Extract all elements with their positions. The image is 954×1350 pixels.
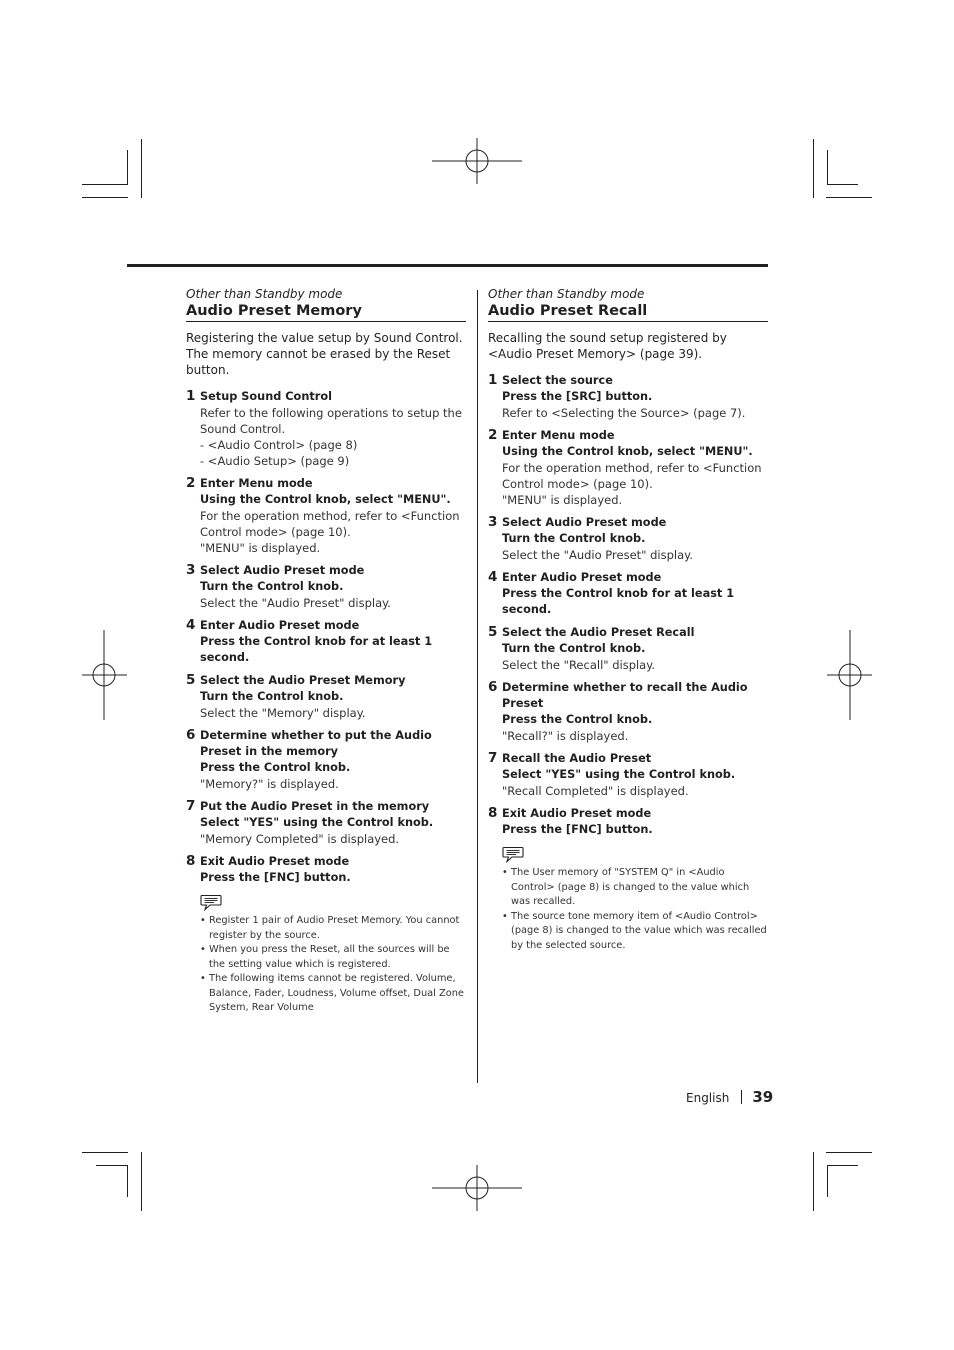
- intro-text: Registering the value setup by Sound Control. The memory cannot be erased by the Reset button.: [186, 331, 463, 377]
- step-action: Press the [FNC] button.: [502, 823, 653, 836]
- crosshair-registration-mark-icon: [82, 630, 127, 720]
- step-action: Press the [SRC] button.: [502, 390, 653, 403]
- step-number: 8: [186, 853, 196, 869]
- step-heading: Select the source: [502, 374, 613, 387]
- step-heading: Select the Audio Preset Memory: [200, 674, 406, 687]
- step-action: Using the Control knob, select "MENU".: [200, 493, 451, 506]
- step-action: Turn the Control knob.: [502, 532, 646, 545]
- step: [186, 673, 466, 721]
- step: [488, 373, 768, 421]
- step-number: 3: [488, 514, 498, 530]
- step-action: Press the Control knob.: [200, 761, 351, 774]
- step-description: "Recall?" is displayed.: [502, 729, 629, 743]
- audio-preset-recall-section: [488, 287, 768, 953]
- step: [186, 618, 466, 666]
- step-number: 4: [488, 569, 498, 585]
- step-number: 5: [186, 672, 196, 688]
- step: [186, 389, 466, 469]
- step-number: 3: [186, 562, 196, 578]
- step-description: "Memory?" is displayed.: [200, 777, 339, 791]
- step-number: 6: [488, 679, 498, 695]
- step-action: Select "YES" using the Control knob.: [502, 768, 736, 781]
- step-description: - <Audio Control> (page 8): [200, 438, 358, 452]
- step-description: Select the "Audio Preset" display.: [502, 548, 693, 562]
- step-heading: Exit Audio Preset mode: [200, 855, 350, 868]
- step-heading: Determine whether to put the Audio Preset in the memory: [200, 729, 432, 758]
- step: [186, 854, 466, 886]
- step-number: 1: [186, 388, 196, 404]
- step: [186, 476, 466, 556]
- note-speech-bubble-icon: [502, 845, 524, 863]
- step-description: "Recall Completed" is displayed.: [502, 784, 689, 798]
- mode-label: Other than Standby mode: [186, 287, 343, 301]
- note-item: • The source tone memory item of <Audio Control> (page 8) is changed to the value which was recalled by the selected source.: [502, 910, 768, 954]
- footer-language: English: [686, 1091, 730, 1105]
- section-title: Audio Preset Recall: [488, 302, 768, 322]
- step: [488, 806, 768, 838]
- step-heading: Recall the Audio Preset: [502, 752, 652, 765]
- step-heading: Select the Audio Preset Recall: [502, 626, 695, 639]
- step-action: Press the [FNC] button.: [200, 871, 351, 884]
- step-action: Turn the Control knob.: [502, 642, 646, 655]
- page-number: 39: [752, 1088, 774, 1106]
- step-description: Select the "Audio Preset" display.: [200, 596, 391, 610]
- step-number: 7: [186, 798, 196, 814]
- step-number: 7: [488, 750, 498, 766]
- step-action: Turn the Control knob.: [200, 690, 344, 703]
- section-title: Audio Preset Memory: [186, 302, 466, 322]
- step-description: "Memory Completed" is displayed.: [200, 832, 400, 846]
- page-footer: [686, 1088, 773, 1107]
- step-number: 5: [488, 624, 498, 640]
- step-heading: Put the Audio Preset in the memory: [200, 800, 430, 813]
- intro-text: Recalling the sound setup registered by <Audio Preset Memory> (page 39).: [488, 331, 727, 361]
- audio-preset-memory-section: [186, 287, 466, 1016]
- note-item: • When you press the Reset, all the sources will be the setting value which is registered.: [200, 943, 466, 972]
- note-item: • The following items cannot be registered. Volume, Balance, Fader, Loudness, Volume offset, Dual Zone System, Rear Volume: [200, 972, 466, 1016]
- note-speech-bubble-icon: [200, 893, 222, 911]
- step-number: 2: [488, 427, 498, 443]
- step: [186, 563, 466, 611]
- note-item: • Register 1 pair of Audio Preset Memory. You cannot register by the source.: [200, 914, 466, 943]
- step-number: 2: [186, 475, 196, 491]
- step: [488, 515, 768, 563]
- step-heading: Select Audio Preset mode: [200, 564, 365, 577]
- step-description: Refer to <Selecting the Source> (page 7).: [502, 406, 746, 420]
- step-number: 8: [488, 805, 498, 821]
- header-rule: [127, 264, 768, 267]
- step: [488, 751, 768, 799]
- step-description: Select the "Recall" display.: [502, 658, 656, 672]
- step-description: "MENU" is displayed.: [502, 493, 623, 507]
- step-description: "MENU" is displayed.: [200, 541, 321, 555]
- step-heading: Setup Sound Control: [200, 390, 332, 403]
- step-number: 1: [488, 372, 498, 388]
- step-action: Using the Control knob, select "MENU".: [502, 445, 753, 458]
- step-description: Select the "Memory" display.: [200, 706, 366, 720]
- footer-separator: [741, 1090, 742, 1104]
- column-divider: [477, 290, 478, 1083]
- step-action: Select "YES" using the Control knob.: [200, 816, 434, 829]
- step: [488, 625, 768, 673]
- notes-list: [186, 914, 466, 1016]
- step-heading: Enter Audio Preset mode: [200, 619, 360, 632]
- step: [186, 799, 466, 847]
- step-action: Turn the Control knob.: [200, 580, 344, 593]
- step-number: 6: [186, 727, 196, 743]
- step: [488, 680, 768, 744]
- crosshair-registration-mark-icon: [432, 1165, 522, 1211]
- step-number: 4: [186, 617, 196, 633]
- crosshair-registration-mark-icon: [432, 138, 522, 184]
- crosshair-registration-mark-icon: [827, 630, 872, 720]
- step-heading: Enter Audio Preset mode: [502, 571, 662, 584]
- step-heading: Exit Audio Preset mode: [502, 807, 652, 820]
- mode-label: Other than Standby mode: [488, 287, 645, 301]
- step-action: Press the Control knob.: [502, 713, 653, 726]
- step: [186, 728, 466, 792]
- step-description: For the operation method, refer to <Function Control mode> (page 10).: [200, 509, 460, 539]
- note-item: • The User memory of "SYSTEM Q" in <Audio Control> (page 8) is changed to the value which was recalled.: [502, 866, 768, 910]
- step-action: Press the Control knob for at least 1 second.: [200, 635, 433, 664]
- step: [488, 428, 768, 508]
- step-action: Press the Control knob for at least 1 second.: [502, 587, 735, 616]
- notes-list: [488, 866, 768, 953]
- step-description: For the operation method, refer to <Function Control mode> (page 10).: [502, 461, 762, 491]
- step-heading: Select Audio Preset mode: [502, 516, 667, 529]
- step-description: - <Audio Setup> (page 9): [200, 454, 350, 468]
- step-heading: Determine whether to recall the Audio Preset: [502, 681, 748, 710]
- step-heading: Enter Menu mode: [200, 477, 313, 490]
- step: [488, 570, 768, 618]
- step-description: Refer to the following operations to setup the Sound Control.: [200, 406, 462, 436]
- step-heading: Enter Menu mode: [502, 429, 615, 442]
